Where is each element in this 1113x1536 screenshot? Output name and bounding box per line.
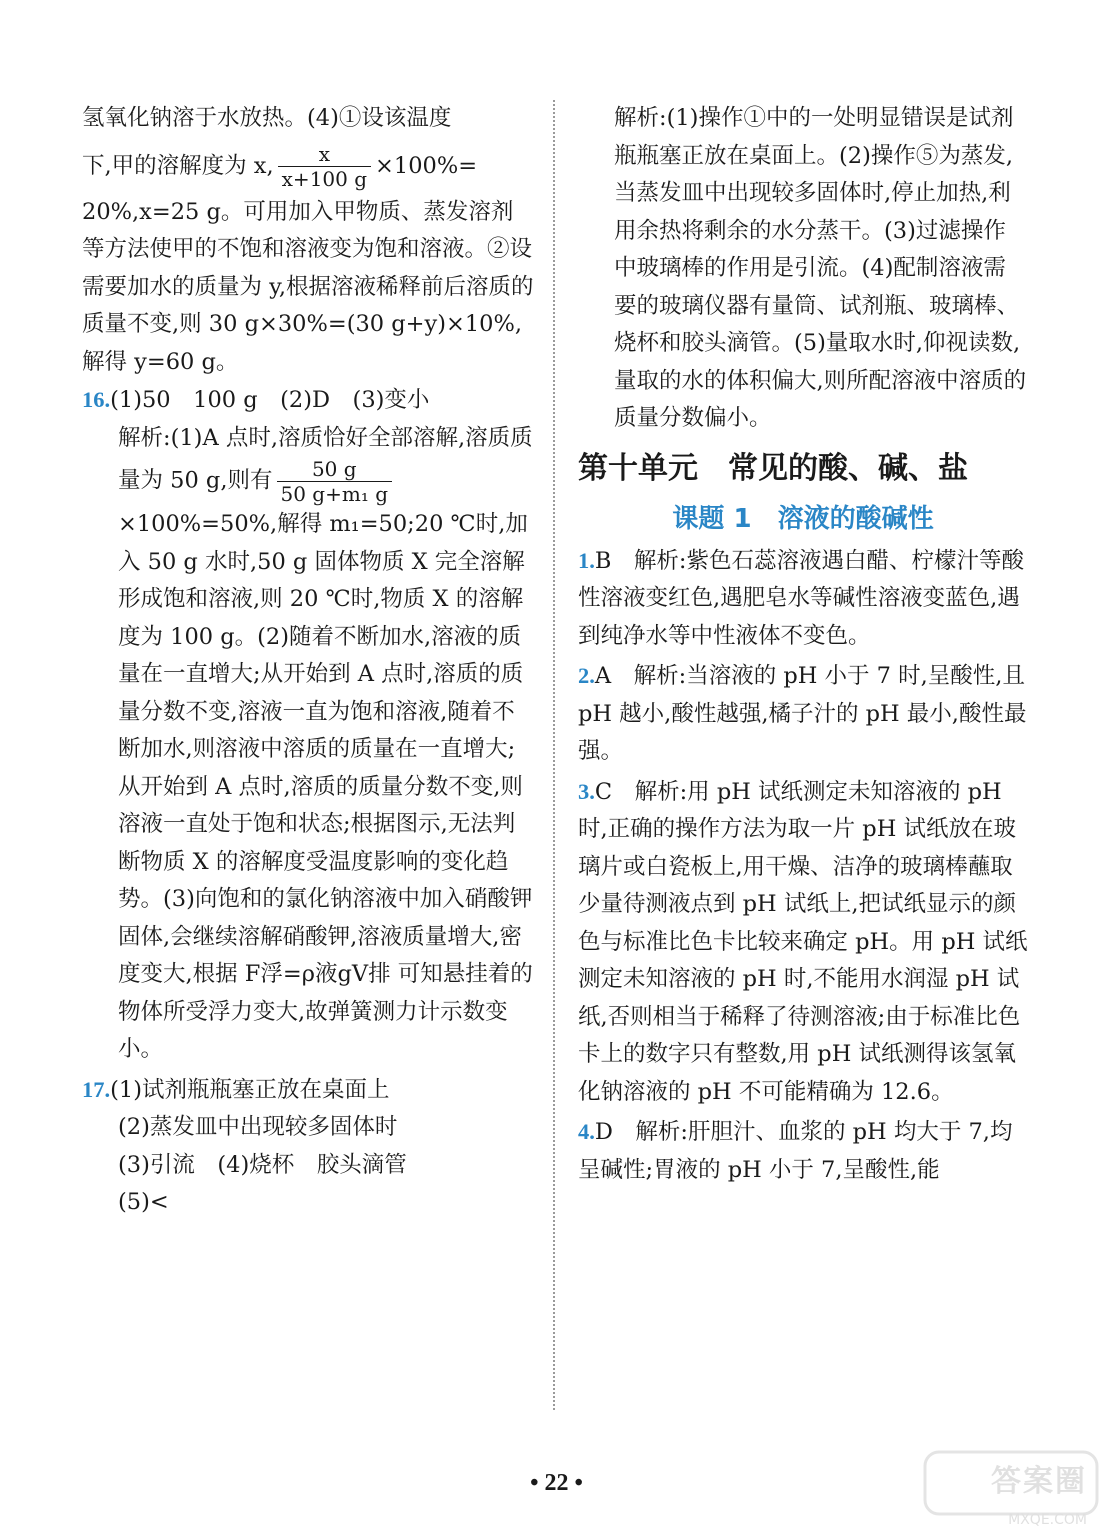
answer-text: (1)50 100 g (2)D (3)变小 — [110, 387, 430, 413]
answer-line: (3)引流 (4)烧杯 胶头滴管 — [118, 1151, 407, 1178]
question-number: 1. — [578, 547, 595, 573]
continued-line-3: 20%,x=25 g。可用加入甲物质、蒸发溶剂等方法使甲的不饱和溶液变为饱和溶液。②设需要加水的质量为 y,根据溶液稀释前后溶质的质量不变,则 30 g×30%=(30 g+y)×10%,解得 y=60 g。 — [82, 198, 534, 375]
question-17-explanation: 解析:(1)操作①中的一处明显错误是试剂瓶瓶塞正放在桌面上。(2)操作⑤为蒸发,当蒸发皿中出现较多固体时,停止加热,利用余热将剩余的水分蒸干。(3)过滤操作中玻璃棒的作用是引流。(4)配制溶液需要的玻璃仪器有量筒、试剂瓶、玻璃棒、烧杯和胶头滴管。(5)量取水时,仰视读数,量取的水的体积偏大,则所配溶液中溶质的质量分数偏小。 — [614, 105, 1027, 431]
answer-line: (5)< — [118, 1189, 169, 1215]
lesson-title: 课题 1 溶液的酸碱性 — [672, 503, 934, 534]
question-2 — [578, 657, 1028, 771]
answer-line: (1)试剂瓶瓶塞正放在桌面上 — [110, 1076, 390, 1103]
question-number: 2. — [578, 663, 595, 688]
watermark-text: 答案圈 — [991, 1464, 1087, 1499]
solubility-fraction: $\frac{x}{x+100 g}$ — [278, 142, 371, 191]
page-number: • 22 • — [530, 1470, 583, 1496]
right-column — [578, 100, 1028, 1191]
watermark-logo — [917, 1442, 1107, 1532]
question-17 — [82, 1071, 534, 1222]
question-1 — [578, 542, 1028, 656]
explanation-text: 解析:(1)A 点时,溶质恰好全部溶解,溶质质量为 50 g,则有 $\frac{50 g}{\text{50 g+m₁ g}}$ ×100%=50%,解得 m₁=50;20 ℃时,加入 50 g 水时,50 g 固体物质 X 完全溶解形成饱和溶液,则 20 ℃时,物质 X 的溶解度为 100 g。(2)随着不断加水,溶液的质量在一直增大;从开始到 A 点时,溶质的质量分数不变,溶液一直为饱和溶液,随着不断加水,则溶液中溶质的质量在一直增大;从开始到 A 点时,溶质的质量分数不变,则溶液一直处于饱和状态;根据图示,无法判断物质 X 的溶解度受温度影响的变化趋势。(3)向饱和的氯化钠溶液中加入硝酸钾固体,会继续溶解硝酸钾,溶液质量增大,密度变大,根据 F浮=ρ液gV排 可知悬挂着的物体所受浮力变大,故弹簧测力计示数变小。 — [118, 424, 533, 1062]
question-number: 16. — [82, 387, 111, 412]
answer-text: B 解析:紫色石蕊溶液遇白醋、柠檬汁等酸性溶液变红色,遇肥皂水等碱性溶液变蓝色,遇到纯净水等中性液体不变色。 — [578, 547, 1024, 649]
unit-title: 第十单元 常见的酸、碱、盐 — [578, 450, 968, 486]
column-divider — [553, 100, 555, 1410]
answer-text: A 解析:当溶液的 pH 小于 7 时,呈酸性,且 pH 越小,酸性越强,橘子汁的 pH 最小,酸性最强。 — [578, 663, 1027, 764]
question-number: 3. — [578, 778, 595, 804]
question-3 — [578, 773, 1028, 1112]
question-4 — [578, 1113, 1028, 1189]
watermark-domain: MXQE.COM — [1008, 1512, 1087, 1528]
answer-line: (2)蒸发皿中出现较多固体时 — [118, 1114, 398, 1140]
continued-line-1: 氢氧化钠溶于水放热。(4)①设该温度 — [82, 105, 452, 131]
answer-text: C 解析:用 pH 试纸测定未知溶液的 pH 时,正确的操作方法为取一片 pH 试纸放在玻璃片或白瓷板上,用干燥、洁净的玻璃棒蘸取少量待测液点到 pH 试纸上,把试纸显示的颜色与标准比色卡比较来确定 pH。用 pH 试纸测定未知溶液的 pH 时,不能用水润湿 pH 试纸,否则相当于稀释了待测溶液;由于标准比色卡上的数字只有整数,用 pH 试纸测得该氢氧化钠溶液的 pH 不可能精确为 12.6。 — [578, 778, 1028, 1105]
left-column — [82, 100, 534, 1224]
question-number: 4. — [578, 1119, 595, 1144]
mass-fraction: $\frac{50 g}{\text{50 g+m₁ g}}$ — [277, 457, 393, 506]
continued-line-2: 下,甲的溶解度为 x, $\frac{x}{x+100 g}$ ×100%= — [82, 142, 478, 191]
question-number: 17. — [82, 1076, 111, 1102]
question-16 — [82, 381, 534, 1069]
answer-text: D 解析:肝胆汁、血浆的 pH 均大于 7,均呈碱性;胃液的 pH 小于 7,呈酸性,能 — [578, 1119, 1013, 1183]
